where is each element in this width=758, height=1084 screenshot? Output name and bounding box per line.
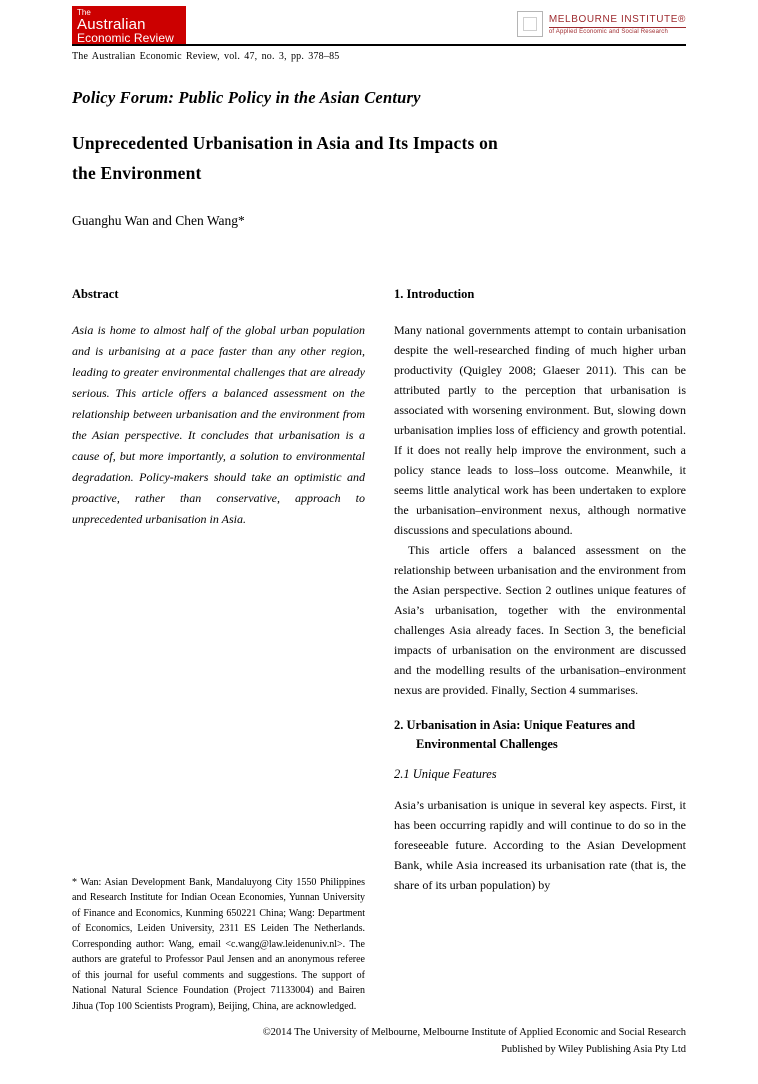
journal-logo-the: The	[77, 8, 91, 17]
author-footnote: * Wan: Asian Development Bank, Mandaluyong City 1550 Philippines and Research Institute for Indian Ocean Economies, Yunnan University of Finance and Economics, Kunming 650221 China; Wang: Department of Economics, Leiden University, 2311 ES Leiden The Netherlands. Corresponding author: Wang, email <c.wang@law.leidenuniv.nl>. The authors are grateful to Professor Paul Jensen and an anonymous referee of this journal for useful comments and suggestions. The support of National Natural Science Foundation (Project 71133004) and Bairen Jihua (Top 100 Scientists Program), Beijing, China, are acknowledged.	[72, 876, 365, 1012]
melbourne-institute-name: MELBOURNE INSTITUTE®	[549, 14, 686, 28]
journal-logo-name-line1: Australian	[77, 16, 146, 33]
melbourne-institute-logo	[517, 11, 686, 37]
section-1-heading: 1. Introduction	[394, 287, 475, 301]
journal-logo-name-line2: Economic Review	[77, 31, 174, 45]
abstract-block	[72, 287, 365, 530]
section-2-1-heading: 2.1 Unique Features	[394, 767, 497, 781]
page-footer	[72, 1025, 686, 1058]
article-title-line2: the Environment	[72, 163, 202, 183]
journal-citation: The Australian Economic Review, vol. 47, no. 3, pp. 378–85	[72, 51, 340, 62]
article-title	[72, 128, 686, 188]
left-column	[72, 287, 365, 1014]
melbourne-institute-subtitle: of Applied Economic and Social Research	[548, 28, 669, 35]
footer-copyright: ©2014 The University of Melbourne, Melbourne Institute of Applied Economic and Social Research	[262, 1027, 686, 1038]
right-column	[394, 287, 686, 1014]
two-column-body	[72, 287, 686, 1014]
melbourne-institute-text	[549, 14, 686, 35]
footer-publisher: Published by Wiley Publishing Asia Pty Ltd	[501, 1043, 686, 1055]
intro-paragraph-2: This article offers a balanced assessment on the relationship between urbanisation and the environment from the Asian perspective. Section 2 outlines unique features of Asia’s urbanisation, together with the environmental challenges Asia already faces. In Section 3, the beneficial impacts of urbanisation on the environment are discussed and the modelling results of the urbanisation–environment nexus are provided. Finally, Section 4 summarises.	[394, 543, 686, 697]
intro-paragraph-1: Many national governments attempt to contain urbanisation despite the well-researched finding of much higher urban productivity (Quigley 2008; Glaeser 2011). This can be attributed partly to the perception that urbanisation is associated with worsening environment. But, slowing down urbanisation implies loss of efficiency and growth potential. If it does not really help improve the environment, such a policy stance leads to loss–loss outcome. Meanwhile, it seems little analytical work has been undertaken to explore the urbanisation–environment nexus, although normative discussions and speculations abound.	[394, 323, 686, 537]
melbourne-institute-mark-icon	[517, 11, 543, 37]
forum-title: Policy Forum: Public Policy in the Asian Century	[72, 88, 421, 107]
journal-logo	[72, 6, 186, 44]
abstract-heading: Abstract	[72, 287, 119, 301]
article-title-line1: Unprecedented Urbanisation in Asia and Its Impacts on	[72, 133, 498, 153]
section-2-1-paragraph: Asia’s urbanisation is unique in several key aspects. First, it has been occurring rapidly and will continue to do so in the foreseeable future. According to the Asian Development Bank, while Asia increased its urbanisation rate (that is, the share of its urban population) by	[394, 798, 686, 892]
section-2-heading: 2. Urbanisation in Asia: Unique Features and Environmental Challenges	[394, 718, 636, 751]
page-header	[72, 6, 686, 46]
article-authors: Guanghu Wan and Chen Wang*	[72, 213, 245, 228]
abstract-text: Asia is home to almost half of the global urban population and is urbanising at a pace faster than any other region, leading to greater environmental challenges that are already serious. This article offers a balanced assessment on the relationship between urbanisation and the environment from the Asian perspective. It concludes that urbanisation is a cause of, but more importantly, a solution to environmental degradation. Policy-makers should take an optimistic and proactive, rather than conservative, approach to unprecedented urbanisation in Asia.	[72, 323, 365, 526]
